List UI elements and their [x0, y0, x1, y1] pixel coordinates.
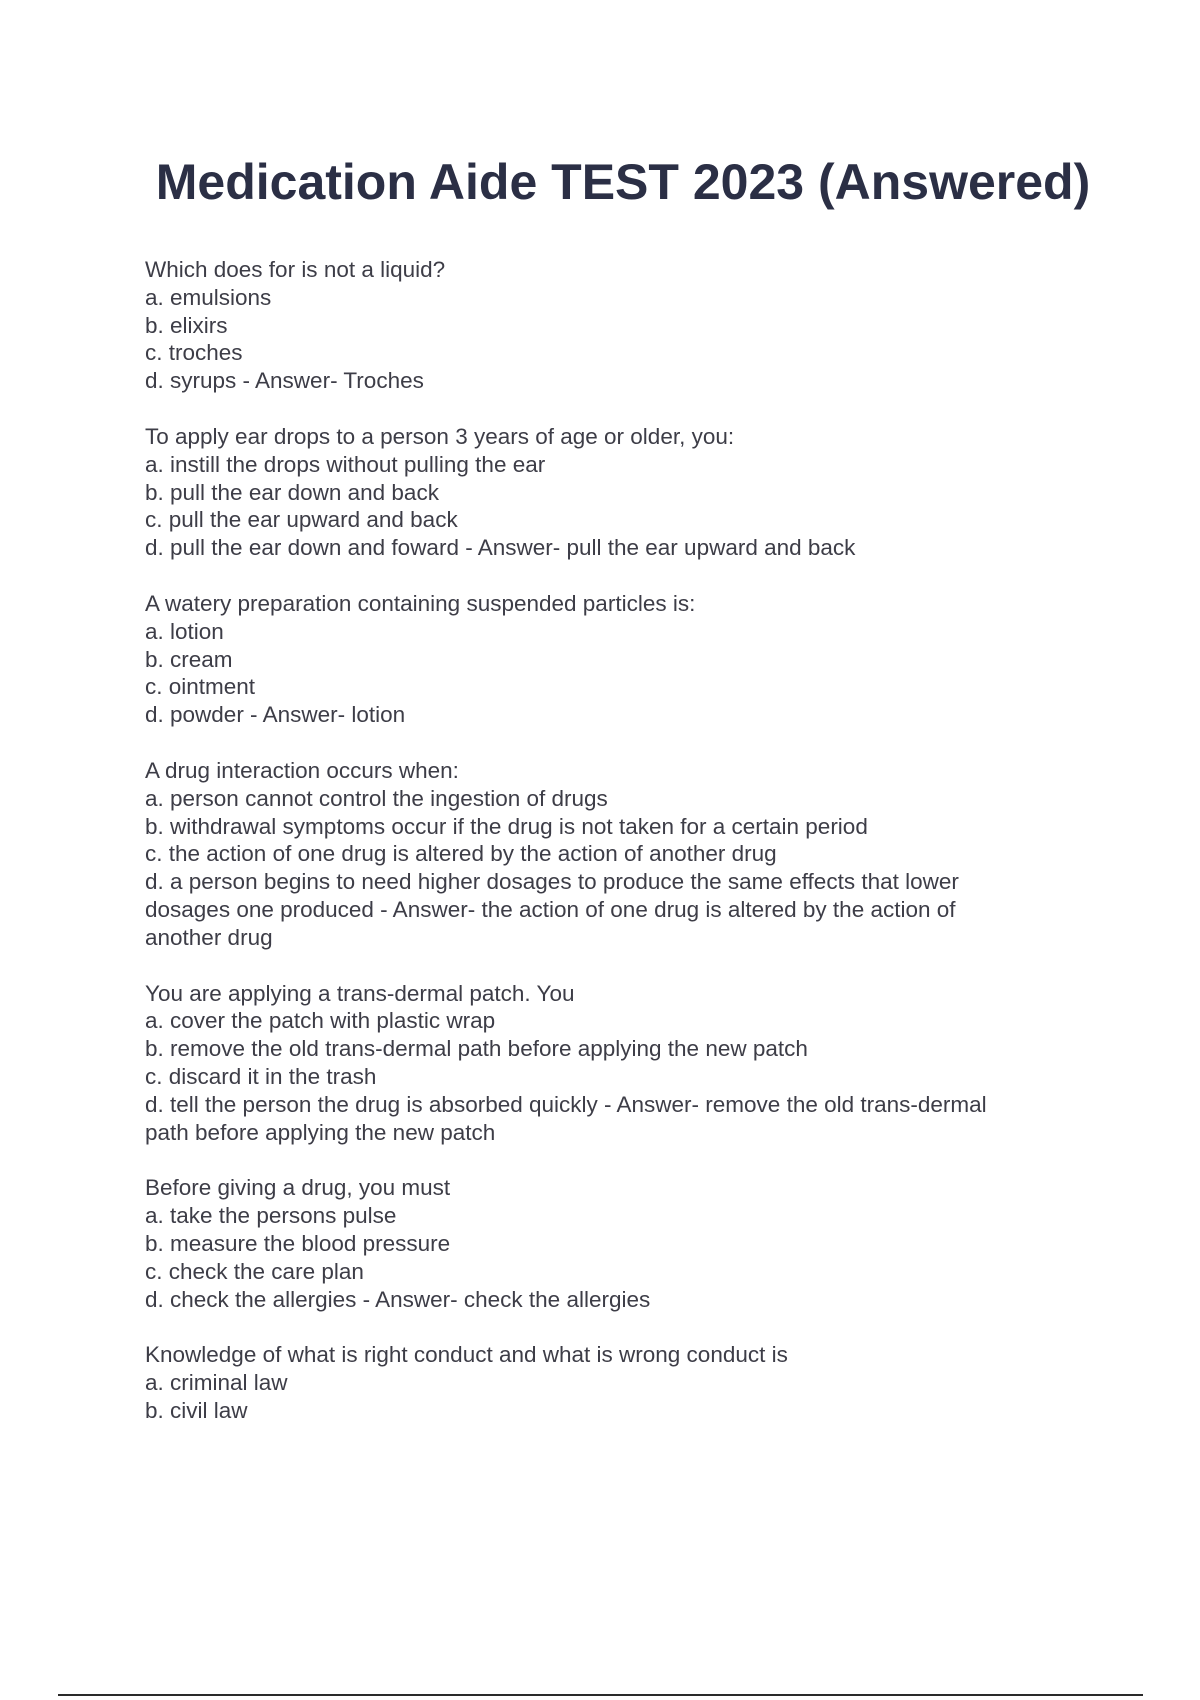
question-text: To apply ear drops to a person 3 years of age or older, you: — [145, 423, 735, 449]
footer-divider — [58, 1694, 1143, 1696]
question-text: A drug interaction occurs when: — [145, 757, 459, 783]
option-a: a. person cannot control the ingestion of drugs — [145, 785, 608, 811]
option-c: c. discard it in the trash — [145, 1063, 377, 1089]
question-4 — [145, 757, 1075, 952]
question-text: Which does for is not a liquid? — [145, 257, 446, 282]
question-2 — [145, 423, 1075, 562]
question-text: Before giving a drug, you must — [145, 1175, 451, 1201]
option-c: c. troches — [145, 340, 243, 366]
question-7 — [145, 1341, 1075, 1424]
option-a: a. emulsions — [145, 284, 272, 310]
option-b: b. remove the old trans-dermal path before applying the new patch — [145, 1036, 808, 1062]
option-c: c. the action of one drug is altered by the action of another drug — [145, 841, 777, 867]
option-d-continued: dosages one produced - Answer- the action of one drug is altered by the action of — [145, 896, 956, 922]
option-b: b. cream — [145, 646, 233, 672]
option-a: a. cover the patch with plastic wrap — [145, 1008, 496, 1034]
question-list — [145, 256, 1075, 1453]
option-b: b. measure the blood pressure — [145, 1230, 451, 1256]
option-d-continued: path before applying the new patch — [145, 1119, 496, 1145]
option-b: b. civil law — [145, 1397, 248, 1423]
option-b: b. withdrawal symptoms occur if the drug is not taken for a certain period — [145, 813, 868, 839]
option-d-with-answer: d. check the allergies - Answer- check the allergies — [145, 1286, 651, 1312]
page-title: Medication Aide TEST 2023 (Answered) — [155, 154, 1091, 210]
option-d-with-answer: d. syrups - Answer- Troches — [145, 368, 424, 394]
option-a: a. criminal law — [145, 1370, 288, 1396]
question-text: Knowledge of what is right conduct and what is wrong conduct is — [145, 1342, 788, 1368]
option-d-with-answer: d. pull the ear down and foward - Answer- pull the ear upward and back — [145, 535, 856, 561]
option-d-continued: another drug — [145, 924, 273, 950]
question-5 — [145, 980, 1075, 1147]
option-c: c. check the care plan — [145, 1258, 364, 1284]
option-c: c. ointment — [145, 674, 256, 700]
option-c: c. pull the ear upward and back — [145, 507, 458, 533]
option-a: a. take the persons pulse — [145, 1203, 397, 1229]
option-d-with-answer: d. tell the person the drug is absorbed quickly - Answer- remove the old trans-dermal — [145, 1091, 987, 1117]
option-a: a. lotion — [145, 618, 224, 644]
option-b: b. elixirs — [145, 312, 228, 338]
question-1 — [145, 256, 1075, 395]
question-6 — [145, 1174, 1075, 1313]
question-text: A watery preparation containing suspended particles is: — [145, 590, 696, 616]
option-d-with-answer: d. a person begins to need higher dosages to produce the same effects that lower — [145, 869, 959, 895]
option-a: a. instill the drops without pulling the ear — [145, 451, 546, 477]
option-b: b. pull the ear down and back — [145, 479, 439, 505]
question-text: You are applying a trans-dermal patch. You — [145, 980, 575, 1006]
question-3 — [145, 590, 1075, 729]
option-d-with-answer: d. powder - Answer- lotion — [145, 702, 406, 728]
